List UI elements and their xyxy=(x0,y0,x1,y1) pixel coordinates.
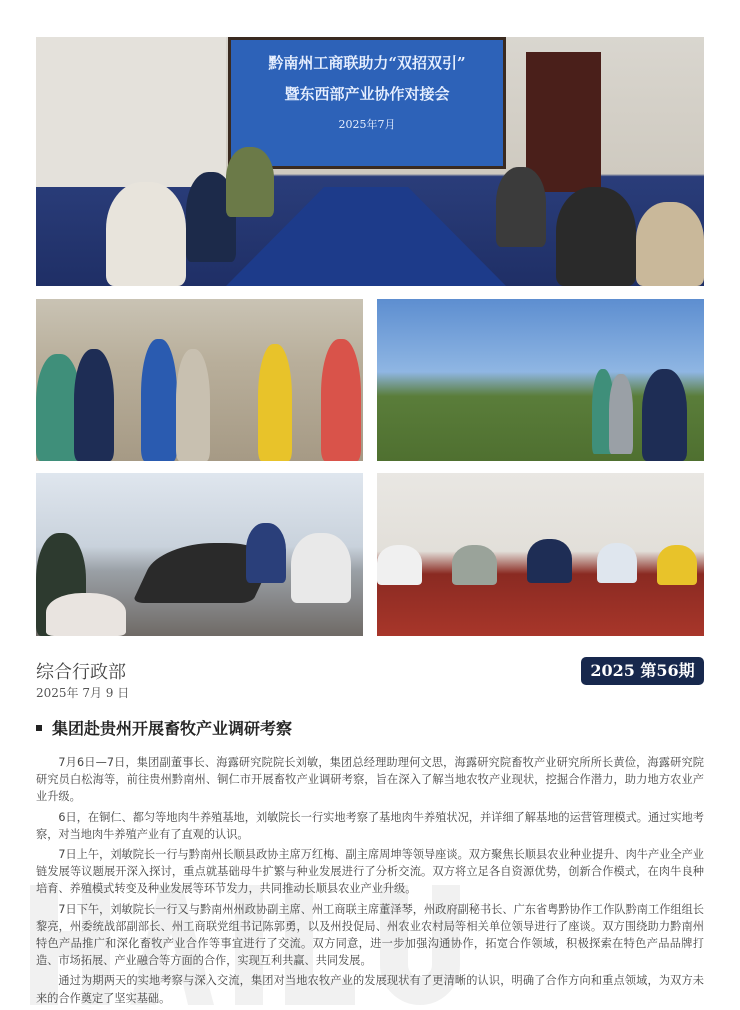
banner-screen xyxy=(228,37,506,169)
banner-line-1: 黔南州工商联助力“双招双引” xyxy=(268,54,466,72)
article-body xyxy=(36,754,704,1010)
banner-line-3: 2025年7月 xyxy=(338,118,396,131)
paragraph: 通过为期两天的实地考察与深入交流，集团对当地农牧产业的发展现状有了更清晰的认识，明确了合作方向和重点领域，为双方未来的合作奠定了坚实基础。 xyxy=(36,974,704,1005)
issue-date: 2025年 7月 9 日 xyxy=(36,686,130,700)
photo-meeting-banner xyxy=(36,37,704,286)
paragraph: 6日，在铜仁、都匀等地肉牛养殖基地，刘敏院长一行实地考察了基地肉牛养殖状况，并详细了解基地的运营管理模式。通过实地考察，对当地肉牛养殖产业有了直观的认识。 xyxy=(36,810,704,841)
department-name: 综合行政部 xyxy=(36,662,126,683)
photo-cattle-farm xyxy=(36,299,363,461)
issue-badge: 2025 第56期 xyxy=(581,657,704,685)
photo-field-visit xyxy=(377,299,704,461)
photo-seminar-2 xyxy=(377,473,704,636)
bullet-square-icon xyxy=(36,725,42,731)
photo-seminar-1 xyxy=(36,473,363,636)
banner-line-2: 暨东西部产业协作对接会 xyxy=(284,85,450,103)
paragraph: 7日下午，刘敏院长一行又与黔南州州政协副主席、州工商联主席董泽琴，州政府副秘书长、广东省粤黔协作工作队黔南工作组组长黎亮，州委统战部副部长、州工商联党组书记陈郭勇，以及州投促局、州农业农村局等相关单位领导进行了座谈。双方围绕助力黔南州特色产品推广和深化畜牧产业合作等事宜进行了交流。双方同意，进一步加强沟通协作，拓宽合作领域，积极探索在特色产品品牌打造、市场拓展、产业融合等方面的合作，实现互利共赢、共同发展。 xyxy=(36,902,704,968)
paragraph: 7月6日—7日，集团副董事长、海露研究院院长刘敏，集团总经理助理何文思，海露研究院畜牧产业研究所所长黄俭，海露研究院研究员白松海等，前往贵州黔南州、铜仁市开展畜牧产业调研考察，旨在深入了解当地农牧产业现状，挖掘合作潜力，助力地方农业产业升级。 xyxy=(36,756,704,804)
paragraph: 7日上午，刘敏院长一行与黔南州长顺县政协主席万红梅、副主席周坤等领导座谈。双方聚焦长顺县农业种业提升、肉牛产业全产业链发展等议题展开深入探讨，重点就基础母牛扩繁与种业发展进行了分析交流。双方将立足各自资源优势，创新合作模式，在肉牛良种培育、养殖模式转变及种业发展等环节发力，共同推动长顺县农业产业升级。 xyxy=(36,848,704,896)
article-title xyxy=(36,716,292,739)
door xyxy=(526,52,601,192)
article-title-text: 集团赴贵州开展畜牧产业调研考察 xyxy=(52,719,293,738)
